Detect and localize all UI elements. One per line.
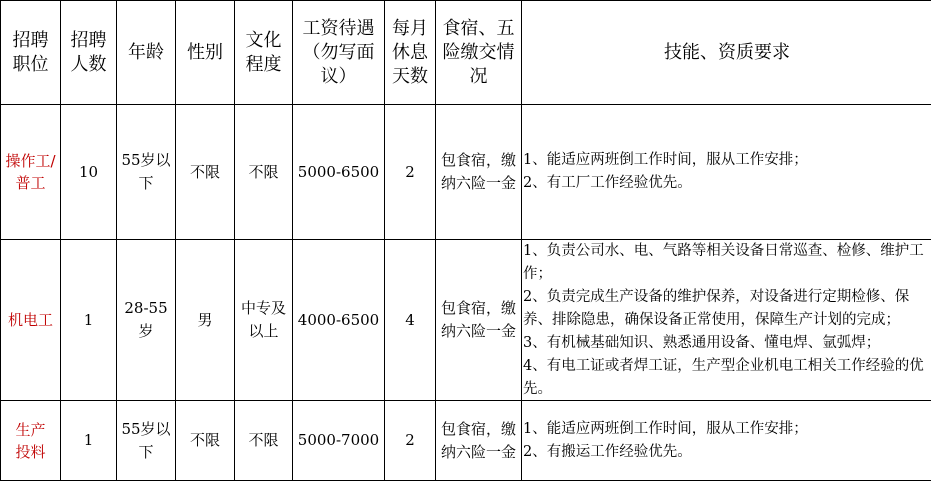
- education-cell: 不限: [235, 401, 293, 481]
- benefits-cell: 包食宿，缴纳六险一金: [436, 105, 522, 240]
- table-row: [1, 401, 931, 481]
- rest-days-cell: 4: [385, 240, 436, 401]
- header-benefits: 食宿、五险缴交情况: [436, 1, 522, 105]
- header-rest-days: 每月休息天数: [385, 1, 436, 105]
- salary-cell: 5000-7000: [293, 401, 385, 481]
- gender-cell: 不限: [176, 105, 235, 240]
- count-cell: 10: [61, 105, 117, 240]
- gender-cell: 不限: [176, 401, 235, 481]
- header-count: 招聘人数: [61, 1, 117, 105]
- education-cell: 中专及以上: [235, 240, 293, 401]
- requirement-line: 3、有机械基础知识、熟悉通用设备、懂电焊、氩弧焊；: [523, 332, 931, 355]
- requirements-cell: [522, 401, 931, 481]
- requirements-cell: [522, 240, 931, 401]
- requirement-line: 1、能适应两班倒工作时间，服从工作安排；: [523, 149, 931, 172]
- header-position: 招聘职位: [1, 1, 61, 105]
- position-cell: 机电工: [1, 240, 61, 401]
- benefits-cell: 包食宿，缴纳六险一金: [436, 240, 522, 401]
- header-row: [1, 1, 931, 105]
- position-cell: 操作工/普工: [1, 105, 61, 240]
- requirements-cell: [522, 105, 931, 240]
- header-requirements: 技能、资质要求: [522, 1, 931, 105]
- header-salary: 工资待遇（勿写面议）: [293, 1, 385, 105]
- salary-cell: 4000-6500: [293, 240, 385, 401]
- table-row: [1, 240, 931, 401]
- age-cell: 28-55岁: [117, 240, 176, 401]
- rest-days-cell: 2: [385, 401, 436, 481]
- requirement-line: 1、负责公司水、电、气路等相关设备日常巡查、检修、维护工作；: [523, 240, 931, 286]
- position-cell: 生产投料: [1, 401, 61, 481]
- requirement-line: 1、能适应两班倒工作时间，服从工作安排；: [523, 418, 931, 441]
- header-age: 年龄: [117, 1, 176, 105]
- age-cell: 55岁以下: [117, 105, 176, 240]
- gender-cell: 男: [176, 240, 235, 401]
- rest-days-cell: 2: [385, 105, 436, 240]
- table-row: [1, 105, 931, 240]
- age-cell: 55岁以下: [117, 401, 176, 481]
- requirements-clip: [522, 240, 931, 400]
- education-cell: 不限: [235, 105, 293, 240]
- requirement-line: 2、负责完成生产设备的维护保养，对设备进行定期检修、保养、排除隐患，确保设备正常使用，保障生产计划的完成；: [523, 286, 931, 332]
- requirement-line: 2、有搬运工作经验优先。: [523, 441, 931, 464]
- requirement-line: 2、有工厂工作经验优先。: [523, 172, 931, 195]
- salary-cell: 5000-6500: [293, 105, 385, 240]
- header-gender: 性别: [176, 1, 235, 105]
- count-cell: 1: [61, 240, 117, 401]
- header-education: 文化程度: [235, 1, 293, 105]
- count-cell: 1: [61, 401, 117, 481]
- benefits-cell: 包食宿，缴纳六险一金: [436, 401, 522, 481]
- requirement-line: 4、有电工证或者焊工证，生产型企业机电工相关工作经验的优先。: [523, 355, 931, 400]
